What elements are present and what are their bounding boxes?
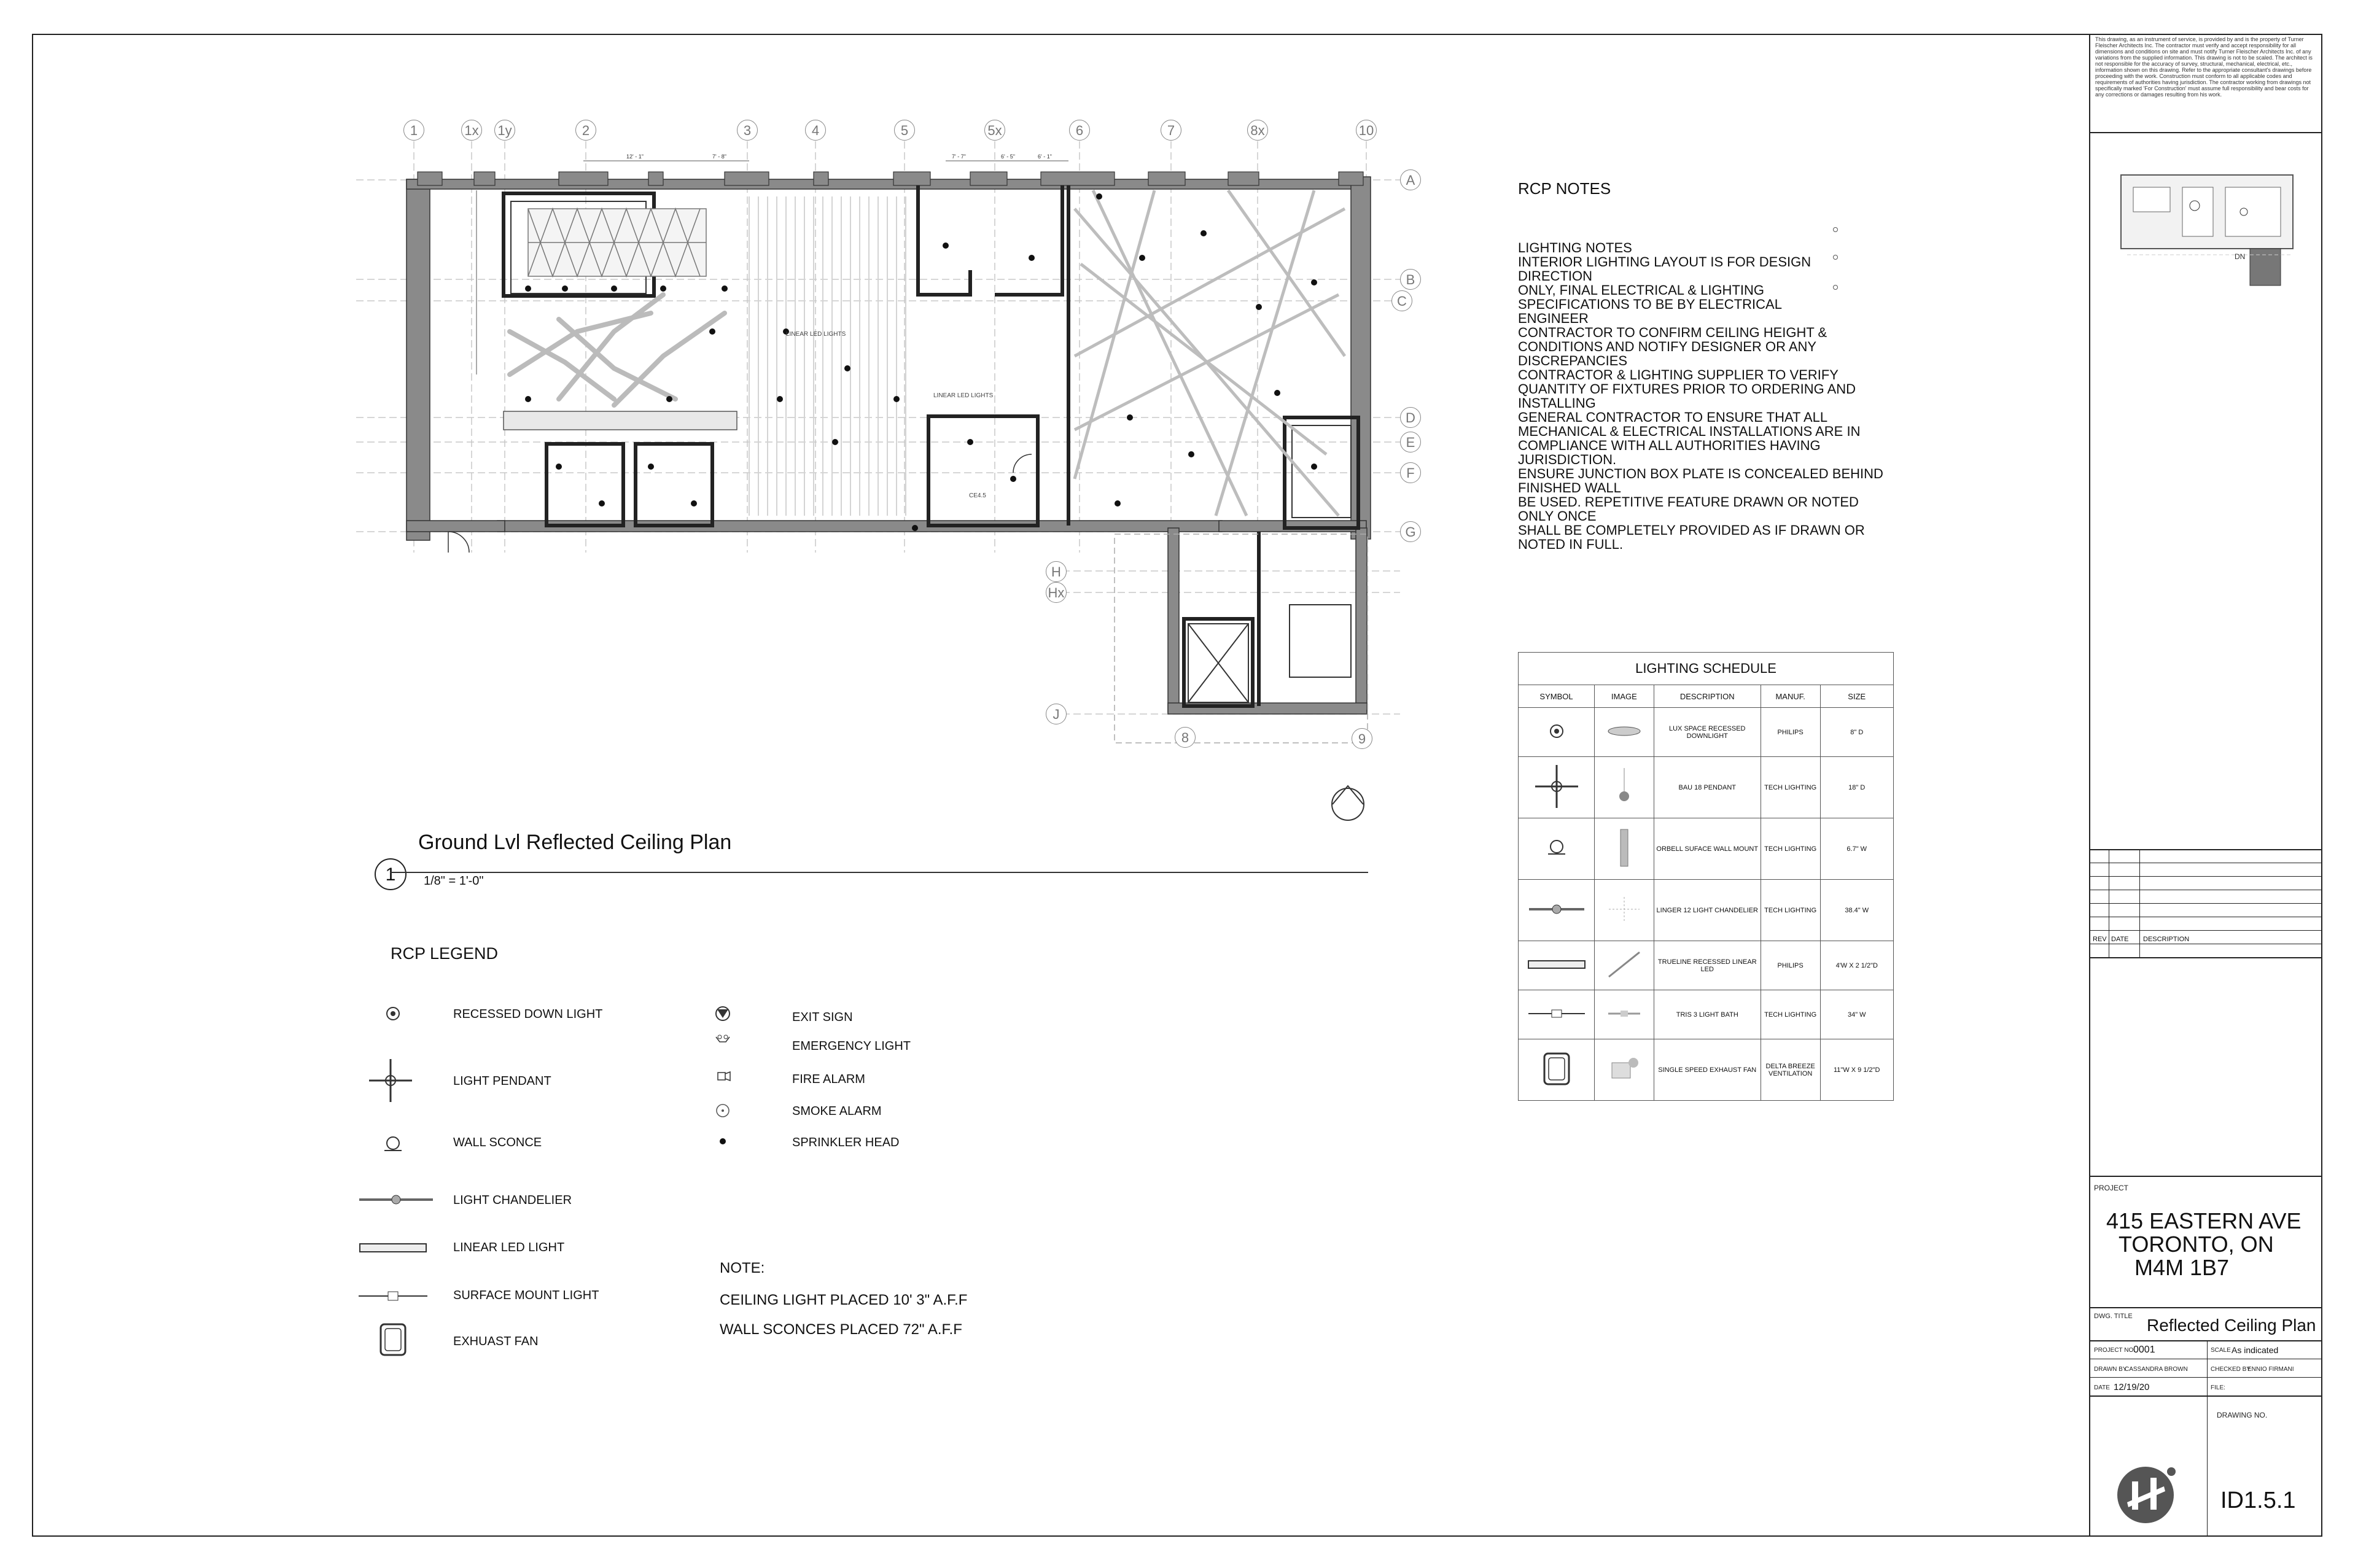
divider: [2090, 957, 2322, 958]
legend-label: EXHUAST FAN: [453, 1335, 539, 1348]
linear-led-icon: [1526, 958, 1587, 971]
svg-text:6' - 1": 6' - 1": [1038, 153, 1052, 160]
floor-plan: [356, 111, 1461, 835]
schedule-header: DESCRIPTION: [1654, 685, 1761, 708]
schedule-header: SIZE: [1820, 685, 1894, 708]
drawing-no-label: DRAWING NO.: [2217, 1411, 2268, 1419]
grid-bubble: 8: [1175, 727, 1196, 748]
table-row: ORBELL SUFACE WALL MOUNT TECH LIGHTING 6.7" W: [1519, 818, 1894, 880]
sprinkler-head-icon: [718, 1137, 727, 1146]
table-row: BAU 18 PENDANT TECH LIGHTING 18" D: [1519, 757, 1894, 818]
grid-bubble: 1y: [494, 120, 515, 141]
project-address-1: 415 EASTERN AVE: [2106, 1208, 2302, 1233]
emergency-light-icon: [714, 1033, 732, 1046]
divider: [2090, 849, 2322, 850]
divider: [2090, 1377, 2322, 1378]
grid-bubble: 9: [1352, 728, 1372, 749]
divider: [2207, 1340, 2208, 1395]
schedule-header: IMAGE: [1595, 685, 1654, 708]
legend-title: RCP LEGEND: [391, 944, 499, 963]
grid-bubble: A: [1400, 169, 1421, 190]
wall-sconce-icon: [1544, 836, 1569, 860]
date-label: DATE: [2094, 1384, 2110, 1391]
file-label: FILE:: [2211, 1384, 2225, 1391]
divider: [2090, 1395, 2322, 1397]
grid-bubble: 1: [403, 120, 424, 141]
legend-label: LIGHT PENDANT: [453, 1074, 551, 1088]
recessed-downlight-icon: [384, 1004, 402, 1023]
table-row: TRIS 3 LIGHT BATH TECH LIGHTING 34" W: [1519, 990, 1894, 1039]
plan-title-rule: [391, 872, 1368, 873]
schedule-title: LIGHTING SCHEDULE: [1519, 653, 1894, 685]
dwg-title: Reflected Ceiling Plan: [2147, 1316, 2316, 1335]
legend-label: EXIT SIGN: [792, 1011, 853, 1024]
grid-bubble: H: [1046, 561, 1067, 582]
note-title: NOTE:: [720, 1260, 765, 1276]
grid-bubble: G: [1400, 521, 1421, 542]
smoke-alarm-icon: [715, 1103, 731, 1119]
fire-alarm-icon: [717, 1071, 731, 1082]
chandelier-image-icon: [1606, 894, 1643, 925]
divider: [2207, 1395, 2208, 1537]
divider: [2090, 903, 2322, 904]
legend-label: SURFACE MOUNT LIGHT: [453, 1289, 599, 1302]
bullet-icon: [1833, 227, 1838, 232]
description-header: DESCRIPTION: [2143, 936, 2190, 943]
fan-image-icon: [1606, 1054, 1643, 1084]
rcp-notes-title: RCP NOTES: [1518, 179, 1611, 198]
schedule-header: SYMBOL: [1519, 685, 1595, 708]
legend-label: SPRINKLER HEAD: [792, 1136, 900, 1149]
grid-bubble: 1x: [461, 120, 482, 141]
svg-text:7' - 7": 7' - 7": [952, 153, 966, 160]
grid-bubble: C: [1391, 290, 1412, 311]
project-address-2: TORONTO, ON: [2119, 1232, 2274, 1257]
wall-sconce-icon: [381, 1132, 405, 1157]
scale-value: As indicated: [2232, 1345, 2279, 1355]
surface-mount-icon: [356, 1289, 430, 1303]
pendant-icon: [366, 1056, 415, 1105]
rev-header: REV: [2093, 936, 2107, 943]
recessed-downlight-icon: [1547, 722, 1566, 740]
svg-text:6' - 5": 6' - 5": [1001, 153, 1015, 160]
drawn-by: CASSANDRA BROWN: [2125, 1366, 2188, 1373]
linear-led-icon: [358, 1242, 429, 1254]
pendant-icon: [1532, 762, 1581, 811]
table-row: TRUELINE RECESSED LINEAR LED PHILIPS 4'W X 2 1/2"D: [1519, 941, 1894, 990]
grid-bubble: Hx: [1046, 582, 1067, 603]
bullet-icon: [1833, 285, 1838, 290]
rcp-notes-body: LIGHTING NOTES INTERIOR LIGHTING LAYOUT IS FOR DESIGN DIRECTION ONLY, FINAL ELECTRICAL & LIGHTING SPECIFICATIONS TO BE BY ELECTRICAL ENGINEER CONTRACTOR TO CONFIRM CEILING HEIGHT & CONDITIONS AND NOTIFY DESIGNER OR ANY DISCREPANCIES CONTRACTOR & LIGHTING SUPPLIER TO VERIFY QUANTITY OF FIXTURES PRIOR TO ORDERING AND INSTALLING GENERAL CONTRACTOR TO ENSURE THAT ALL MECHANICAL & ELECTRICAL INSTALLATIONS ARE IN COMPLIANCE WITH ALL AUTHORITIES HAVING JURISDICTION. ENSURE JUNCTION BOX PLATE IS CONCEALED BEHIND FINISHED WALL BE USED. REPETITIVE FEATURE DRAWN OR NOTED ONLY ONCE SHALL BE COMPLETELY PROVIDED AS IF DRAWN OR NOTED IN FULL.: [1518, 240, 1883, 552]
svg-text:LINEAR LED LIGHTS: LINEAR LED LIGHTS: [933, 392, 994, 399]
table-row: SINGLE SPEED EXHAUST FAN DELTA BREEZE VENTILATION 11"W X 9 1/2"D: [1519, 1039, 1894, 1101]
lighting-schedule: [1518, 652, 1894, 1101]
svg-text:7' - 8": 7' - 8": [712, 153, 726, 160]
table-row: LINGER 12 LIGHT CHANDELIER TECH LIGHTING 38.4" W: [1519, 880, 1894, 941]
downlight-image-icon: [1606, 725, 1643, 737]
project-no: 0001: [2133, 1345, 2155, 1355]
svg-text:12' - 1": 12' - 1": [626, 153, 644, 160]
legend-label: EMERGENCY LIGHT: [792, 1039, 911, 1053]
drawn-by-label: DRAWN BY: [2094, 1366, 2127, 1373]
grid-bubble: B: [1400, 269, 1421, 290]
legend-label: SMOKE ALARM: [792, 1104, 882, 1118]
svg-text:CE4.5: CE4.5: [969, 492, 986, 499]
key-plan: [2109, 163, 2305, 322]
grid-bubble: 7: [1161, 120, 1181, 141]
chandelier-icon: [356, 1190, 436, 1209]
drawing-no: ID1.5.1: [2220, 1488, 2296, 1513]
grid-bubble: E: [1400, 432, 1421, 452]
legend-label: LINEAR LED LIGHT: [453, 1241, 565, 1254]
legend-label: FIRE ALARM: [792, 1073, 865, 1086]
note-line: CEILING LIGHT PLACED 10' 3" A.F.F: [720, 1292, 968, 1308]
grid-bubble: 5: [894, 120, 915, 141]
plan-scale: 1/8" = 1'-0": [424, 874, 484, 888]
table-row: LUX SPACE RECESSED DOWNLIGHT PHILIPS 8" D: [1519, 708, 1894, 757]
scale-label: SCALE: [2211, 1347, 2231, 1354]
grid-bubble: 3: [737, 120, 758, 141]
sconce-image-icon: [1615, 826, 1633, 869]
date-header: DATE: [2111, 936, 2129, 943]
project-label: PROJECT: [2094, 1184, 2129, 1192]
title-block: [2089, 34, 2322, 1537]
schedule-header: MANUF.: [1761, 685, 1820, 708]
legend-label: WALL SCONCE: [453, 1136, 542, 1149]
checked-by-label: CHECKED BY: [2211, 1366, 2251, 1373]
divider: [2090, 1176, 2322, 1177]
bath-light-image-icon: [1606, 1007, 1643, 1020]
linear-led-image-icon: [1606, 949, 1643, 980]
project-no-label: PROJECT NO.: [2094, 1347, 2136, 1354]
legend-label: RECESSED DOWN LIGHT: [453, 1007, 603, 1021]
exhaust-fan-icon: [378, 1321, 408, 1358]
divider: [2090, 930, 2322, 931]
firm-logo-icon: [2115, 1459, 2182, 1527]
divider: [2139, 849, 2140, 957]
project-address-3: M4M 1B7: [2134, 1255, 2230, 1280]
grid-bubble: 5x: [984, 120, 1005, 141]
date-value: 12/19/20: [2114, 1382, 2150, 1392]
svg-text:LINEAR LED LIGHTS: LINEAR LED LIGHTS: [786, 331, 846, 338]
divider: [2090, 1340, 2322, 1341]
grid-bubble: 4: [805, 120, 826, 141]
view-number-bubble: 1: [375, 858, 407, 890]
grid-bubble: 6: [1069, 120, 1090, 141]
disclaimer-text: This drawing, as an instrument of service, is provided by and is the property of Turner Fleischer Architects Inc. The contractor must verify and accept responsibility for all dimensions and conditions on site and must notify Turner Fleischer Architects Inc. of any variations from the supplied information. This drawing is not to be scaled. The architect is not responsible for the accuracy of survey, structural, mechanical, electrical, etc., information shown on this drawing. Refer to the appropriate consultant's drawings before proceeding with the work. Construction must conform to all applicable codes and requirements of authorities having jurisdiction. The contractor working from drawings not specifically marked 'For Construction' must assume full responsibility and bear costs for any corrections or damages resulting from his work.: [2095, 36, 2313, 98]
divider: [2090, 132, 2322, 133]
note-line: WALL SCONCES PLACED 72" A.F.F: [720, 1321, 962, 1338]
grid-bubble: 10: [1356, 120, 1377, 141]
bullet-icon: [1833, 255, 1838, 260]
pendant-image-icon: [1615, 768, 1633, 805]
divider: [2090, 1307, 2322, 1308]
divider: [2090, 876, 2322, 877]
plan-title: Ground Lvl Reflected Ceiling Plan: [418, 831, 732, 854]
legend-label: LIGHT CHANDELIER: [453, 1193, 572, 1207]
surface-mount-icon: [1526, 1007, 1587, 1020]
grid-bubble: J: [1046, 704, 1067, 724]
grid-bubble: 2: [575, 120, 596, 141]
grid-bubble: D: [1400, 407, 1421, 428]
svg-text:DN: DN: [2235, 252, 2246, 261]
chandelier-icon: [1526, 900, 1587, 918]
grid-bubble: 8x: [1247, 120, 1268, 141]
dwg-title-label: DWG. TITLE: [2094, 1313, 2133, 1320]
exhaust-fan-icon: [1541, 1050, 1572, 1087]
exit-sign-icon: [714, 1004, 732, 1023]
checked-by: ENNIO FIRMANI: [2247, 1366, 2294, 1373]
grid-bubble: F: [1400, 462, 1421, 483]
